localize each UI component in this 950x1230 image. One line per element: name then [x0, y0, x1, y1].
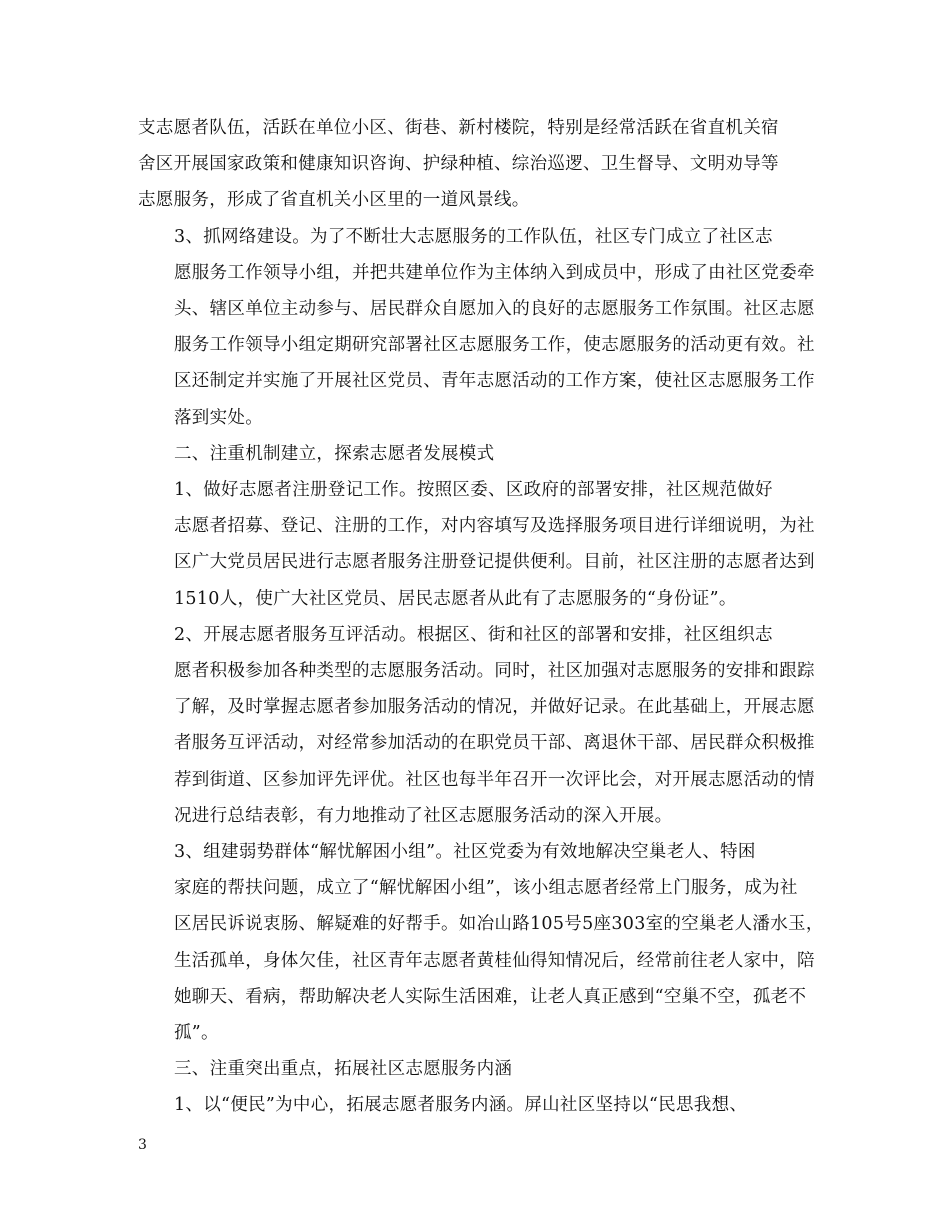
paragraph — [138, 1051, 816, 1087]
paragraph — [138, 219, 816, 436]
text-line: 头、辖区单位主动参与、居民群众自愿加入的良好的志愿服务工作氛围。社区志愿 — [174, 299, 815, 320]
text-line: 3、抓网络建设。为了不断壮大志愿服务的工作队伍，社区专门成立了社区志 — [174, 226, 773, 247]
text-line: 支志愿者队伍，活跃在单位小区、街巷、新村楼院，特别是经常活跃在省直机关宿 — [138, 118, 779, 138]
text-line: 愿服务工作领导小组，并把共建单位作为主体纳入到成员中，形成了由社区党委牵 — [174, 262, 815, 283]
text-line: 她聊天、看病，帮助解决老人实际生活困难，让老人真正感到“空巢不空，孤老不 — [174, 986, 807, 1007]
text-line: 落到实处。 — [174, 407, 263, 428]
text-line: 家庭的帮扶问题，成立了“解忧解困小组”，该小组志愿者经常上门服务，成为社 — [174, 878, 798, 899]
text-line: 区广大党员居民进行志愿者服务注册登记提供便利。目前，社区注册的志愿者达到 — [174, 552, 815, 573]
text-line: 荐到街道、区参加评先评优。社区也每半年召开一次评比会，对开展志愿活动的情 — [174, 769, 815, 790]
text-line: 三、注重突出重点，拓展社区志愿服务内涵 — [174, 1059, 513, 1080]
text-line: 者服务互评活动，对经常参加活动的在职党员干部、离退休干部、居民群众积极推 — [174, 733, 815, 754]
body-text — [138, 110, 824, 1124]
text-line: 愿者积极参加各种类型的志愿服务活动。同时，社区加强对志愿服务的安排和跟踪 — [174, 661, 815, 682]
text-line: 1510人，使广大社区党员、居民志愿者从此有了志愿服务的“身份证”。 — [174, 588, 737, 609]
text-line: 区居民诉说衷肠、解疑难的好帮手。如冶山路105号5座303室的空巢老人潘水玉， — [174, 914, 824, 935]
text-line: 1、以“便民”为中心，拓展志愿者服务内涵。屏山社区坚持以“民思我想、 — [174, 1095, 748, 1116]
text-line: 了解，及时掌握志愿者参加服务活动的情况，并做好记录。在此基础上，开展志愿 — [174, 697, 815, 718]
text-line: 生活孤单，身体欠佳，社区青年志愿者黄桂仙得知情况后，经常前往老人家中，陪 — [174, 950, 815, 971]
text-line: 志愿服务，形成了省直机关小区里的一道风景线。 — [138, 190, 530, 211]
paragraph — [138, 617, 816, 834]
text-line: 孤”。 — [174, 1023, 219, 1044]
text-line: 志愿者招募、登记、注册的工作，对内容填写及选择服务项目进行详细说明，为社 — [174, 516, 815, 537]
paragraph — [138, 472, 816, 617]
text-line: 二、注重机制建立，探索志愿者发展模式 — [174, 443, 495, 464]
page-number: 3 — [138, 1137, 147, 1153]
paragraph — [138, 834, 824, 1051]
paragraph — [138, 1087, 816, 1123]
text-line: 1、做好志愿者注册登记工作。按照区委、区政府的部署安排，社区规范做好 — [174, 480, 773, 501]
text-line: 服务工作领导小组定期研究部署社区志愿服务工作，使志愿服务的活动更有效。社 — [174, 335, 815, 356]
text-line: 3、组建弱势群体“解忧解困小组”。社区党委为有效地解决空巢老人、特困 — [174, 842, 756, 863]
text-line: 舍区开展国家政策和健康知识咨询、护绿种植、综治巡逻、卫生督导、文明劝导等 — [138, 154, 779, 175]
paragraph — [138, 436, 816, 472]
paragraph — [138, 110, 816, 219]
text-line: 2、开展志愿者服务互评活动。根据区、街和社区的部署和安排，社区组织志 — [174, 624, 773, 645]
text-line: 况进行总结表彰，有力地推动了社区志愿服务活动的深入开展。 — [174, 805, 673, 826]
text-line: 区还制定并实施了开展社区党员、青年志愿活动的工作方案，使社区志愿服务工作 — [174, 371, 815, 392]
